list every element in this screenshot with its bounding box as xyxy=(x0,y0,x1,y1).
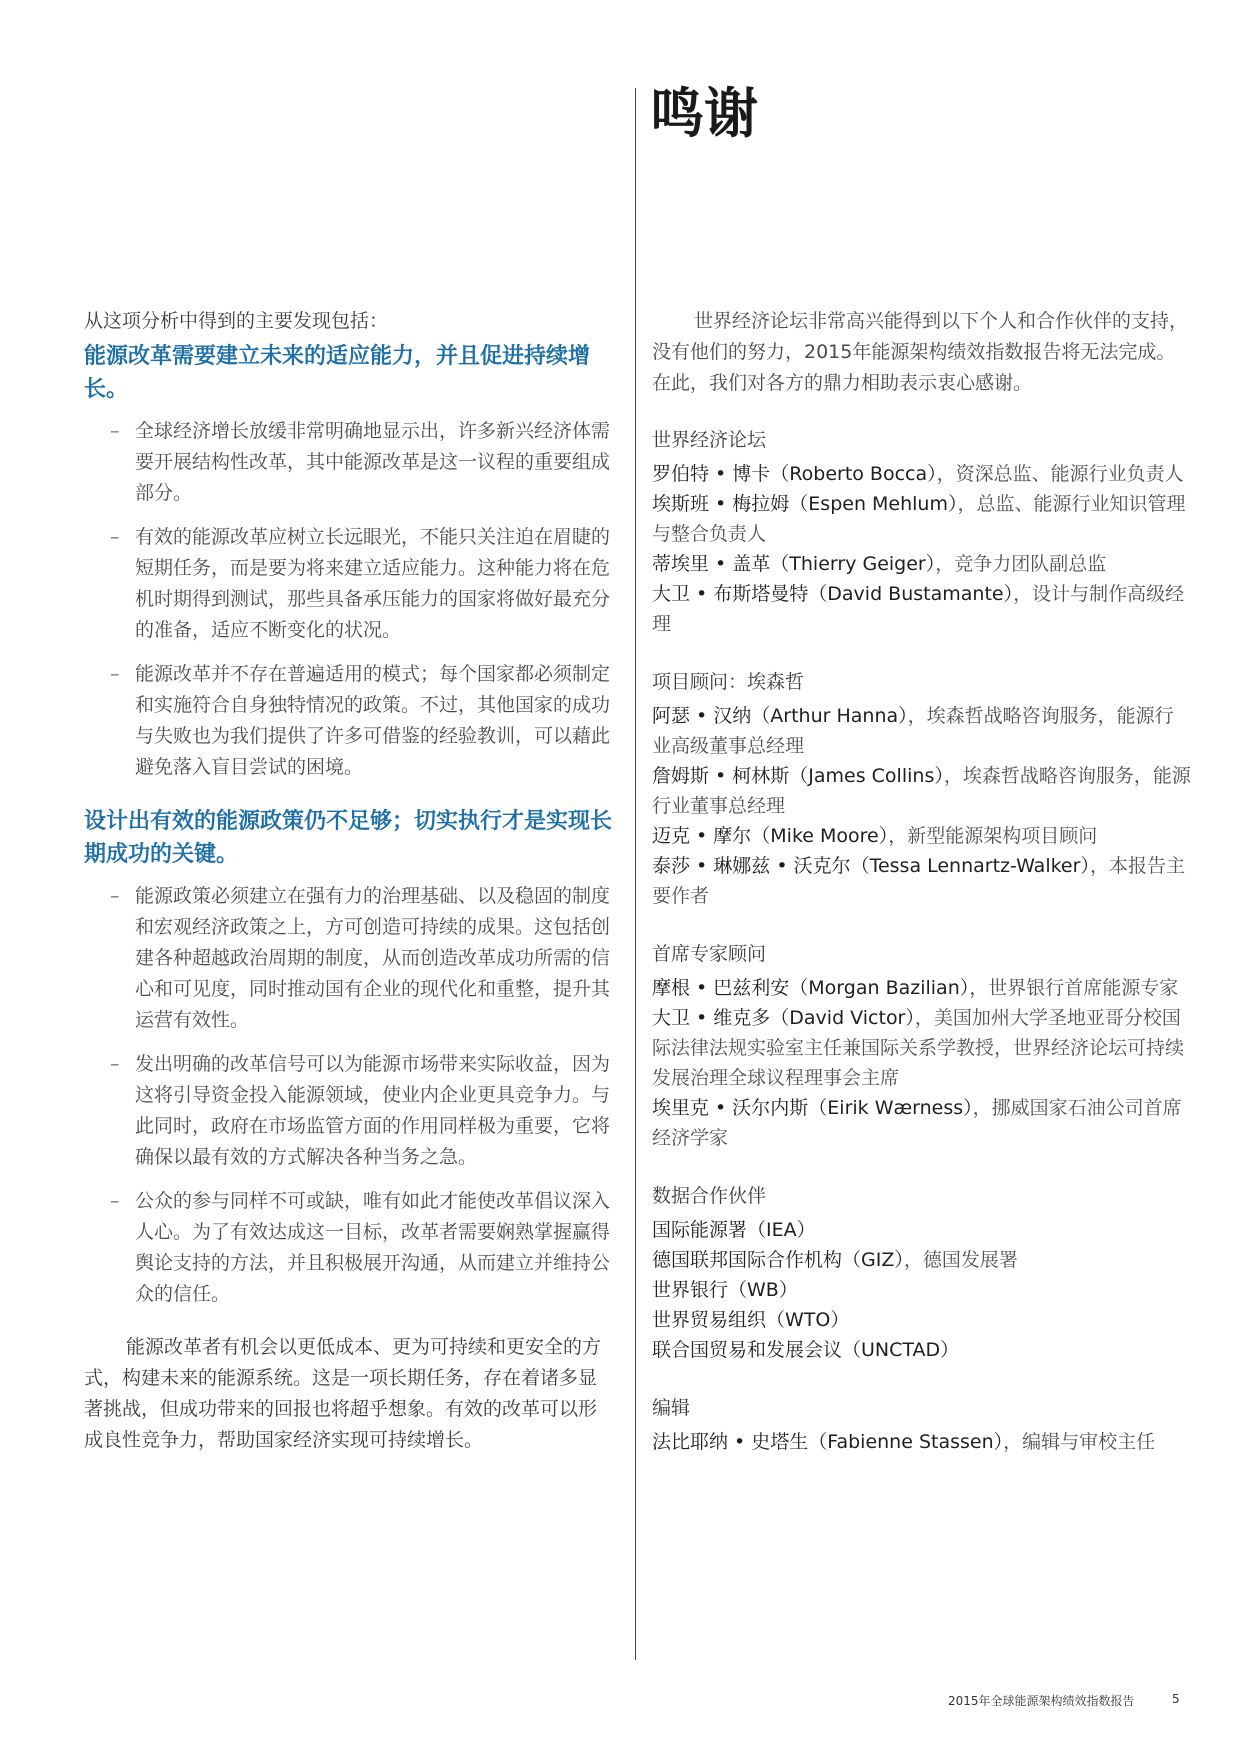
contributor-name: 詹姆斯 • 柯林斯（James Collins） xyxy=(652,765,944,787)
contributor-role: ，世界银行首席能源专家 xyxy=(969,977,1179,999)
contributor-name: 法比耶纳 • 史塔生（Fabienne Stassen） xyxy=(652,1431,1004,1453)
dash-icon: – xyxy=(110,1190,120,1212)
partner-name: 世界银行（WB） xyxy=(652,1279,798,1301)
contributor-name: 摩根 • 巴兹利安（Morgan Bazilian） xyxy=(652,977,970,999)
group-title: 世界经济论坛 xyxy=(652,429,767,451)
dash-icon: – xyxy=(110,1053,120,1075)
list-item: – 全球经济增长放缓非常明确地显示出，许多新兴经济体需要开展结构性改革，其中能源改革是这一议程的重要组成部分。 xyxy=(84,416,614,509)
contributor-name: 罗伯特 • 博卡（Roberto Bocca） xyxy=(652,463,937,485)
acknowledgements-column xyxy=(652,306,1192,1485)
bullet-list-1 xyxy=(84,416,614,783)
contributor-entry xyxy=(652,851,1192,911)
partner-entry xyxy=(652,1305,1192,1335)
dash-icon: – xyxy=(110,663,120,685)
partner-name: 联合国贸易和发展会议（UNCTAD） xyxy=(652,1339,960,1361)
contributor-entry xyxy=(652,549,1192,579)
partner-entry xyxy=(652,1275,1192,1305)
contributor-entry xyxy=(652,973,1192,1003)
contributor-role: ，设计与制作高级经理 xyxy=(652,583,1185,635)
contributor-role: ，挪威国家石油公司首席经济学家 xyxy=(652,1097,1182,1149)
contributor-name: 泰莎 • 琳娜兹 • 沃克尔（Tessa Lennartz-Walker） xyxy=(652,855,1090,877)
list-item: – 发出明确的改革信号可以为能源市场带来实际收益，因为这将引导资金投入能源领域，使业内企业更具竞争力。与此同时，政府在市场监管方面的作用同样极为重要，它将确保以最有效的方式解决各种当务之急。 xyxy=(84,1049,614,1173)
contributor-role: ，埃森哲战略咨询服务，能源行业董事总经理 xyxy=(652,765,1191,817)
partner-name: 国际能源署（IEA） xyxy=(652,1219,816,1241)
group-title: 编辑 xyxy=(652,1397,691,1419)
partner-entry xyxy=(652,1245,1192,1275)
partner-name: 德国联邦国际合作机构（GIZ） xyxy=(652,1249,904,1271)
partner-name: 世界贸易组织（WTO） xyxy=(652,1309,850,1331)
bullet-list-2 xyxy=(84,881,614,1310)
contributor-entry xyxy=(652,821,1192,851)
contributor-name: 阿瑟 • 汉纳（Arthur Hanna） xyxy=(652,705,908,727)
contributor-entry xyxy=(652,579,1192,639)
contributor-entry xyxy=(652,489,1192,549)
contributor-role: ，本报告主要作者 xyxy=(652,855,1185,907)
contributor-entry xyxy=(652,1093,1192,1153)
contributor-name: 大卫 • 布斯塔曼特（David Bustamante） xyxy=(652,583,1014,605)
group-editor xyxy=(652,1393,1192,1457)
contributor-role: ，新型能源架构项目顾问 xyxy=(888,825,1098,847)
list-item: – 能源政策必须建立在强有力的治理基础、以及稳固的制度和宏观经济政策之上，方可创造可持续的成果。这包括创建各种超越政治周期的制度，从而创造改革成功所需的信心和可见度，同时推动国有企业的现代化和重整，提升其运营有效性。 xyxy=(84,881,614,1036)
contributor-name: 大卫 • 维克多（David Victor） xyxy=(652,1007,915,1029)
dash-icon: – xyxy=(110,885,120,907)
group-title: 首席专家顾问 xyxy=(652,943,767,965)
group-title: 数据合作伙伴 xyxy=(652,1185,767,1207)
acknowledgements-intro: 世界经济论坛非常高兴能得到以下个人和合作伙伴的支持，没有他们的努力，2015年能源架构绩效指数报告将无法完成。在此，我们对各方的鼎力相助表示衷心感谢。 xyxy=(652,310,1189,394)
closing-paragraph: 能源改革者有机会以更低成本、更为可持续和更安全的方式，构建未来的能源系统。这是一项长期任务，存在着诸多显著挑战，但成功带来的回报也将超乎想象。有效的改革可以形成良性竞争力，帮助国家经济实现可持续增长。 xyxy=(84,1336,602,1451)
column-divider xyxy=(635,88,636,1660)
dash-icon: – xyxy=(110,420,120,442)
partner-role: ，德国发展署 xyxy=(903,1249,1018,1271)
findings-column xyxy=(84,306,614,1456)
page-title: 鸣谢 xyxy=(650,82,758,145)
partner-entry xyxy=(652,1215,1192,1245)
footer-report-title: 2015年全球能源架构绩效指数报告 xyxy=(948,1694,1135,1708)
dash-icon: – xyxy=(110,526,120,548)
contributor-entry xyxy=(652,761,1192,821)
section-heading-1: 能源改革需要建立未来的适应能力，并且促进持续增长。 xyxy=(84,344,591,402)
contributor-name: 埃里克 • 沃尔内斯（Eirik Wærness） xyxy=(652,1097,973,1119)
contributor-role: ，资深总监、能源行业负责人 xyxy=(936,463,1184,485)
contributor-entry xyxy=(652,459,1192,489)
list-item: – 公众的参与同样不可或缺，唯有如此才能使改革倡议深入人心。为了有效达成这一目标，改革者需要娴熟掌握赢得舆论支持的方法，并且积极展开沟通，从而建立并维持公众的信任。 xyxy=(84,1186,614,1310)
group-data-partners xyxy=(652,1181,1192,1365)
contributor-role: ，埃森哲战略咨询服务，能源行业高级董事总经理 xyxy=(652,705,1174,757)
contributor-role: ，竞争力团队副总监 xyxy=(935,553,1107,575)
contributor-role: ，美国加州大学圣地亚哥分校国际法律法规实验室主任兼国际关系学教授，世界经济论坛可持续发展治理全球议程理事会主席 xyxy=(652,1007,1185,1089)
contributor-name: 埃斯班 • 梅拉姆（Espen Mehlum） xyxy=(652,493,958,515)
contributor-entry xyxy=(652,1427,1192,1457)
list-item: – 能源改革并不存在普遍适用的模式；每个国家都必须制定和实施符合自身独特情况的政策。不过，其他国家的成功与失败也为我们提供了许多可借鉴的经验教训，可以藉此避免落入盲目尝试的困境。 xyxy=(84,659,614,783)
section-heading-2: 设计出有效的能源政策仍不足够；切实执行才是实现长期成功的关键。 xyxy=(84,809,613,867)
group-title: 项目顾问：埃森哲 xyxy=(652,671,805,693)
contributor-name: 迈克 • 摩尔（Mike Moore） xyxy=(652,825,889,847)
page-number: 5 xyxy=(1172,1692,1180,1706)
findings-intro: 从这项分析中得到的主要发现包括： xyxy=(84,310,389,332)
contributor-entry xyxy=(652,1003,1192,1093)
contributor-role: ，总监、能源行业知识管理与整合负责人 xyxy=(652,493,1186,545)
group-project-advisers xyxy=(652,667,1192,911)
list-item: – 有效的能源改革应树立长远眼光，不能只关注迫在眉睫的短期任务，而是要为将来建立适应能力。这种能力将在危机时期得到测试，那些具备承压能力的国家将做好最充分的准备，适应不断变化的状况。 xyxy=(84,522,614,646)
group-expert-advisers xyxy=(652,939,1192,1153)
group-wef xyxy=(652,425,1192,639)
partner-entry xyxy=(652,1335,1192,1365)
contributor-entry xyxy=(652,701,1192,761)
contributor-name: 蒂埃里 • 盖革（Thierry Geiger） xyxy=(652,553,936,575)
contributor-role: ，编辑与审校主任 xyxy=(1003,1431,1156,1453)
